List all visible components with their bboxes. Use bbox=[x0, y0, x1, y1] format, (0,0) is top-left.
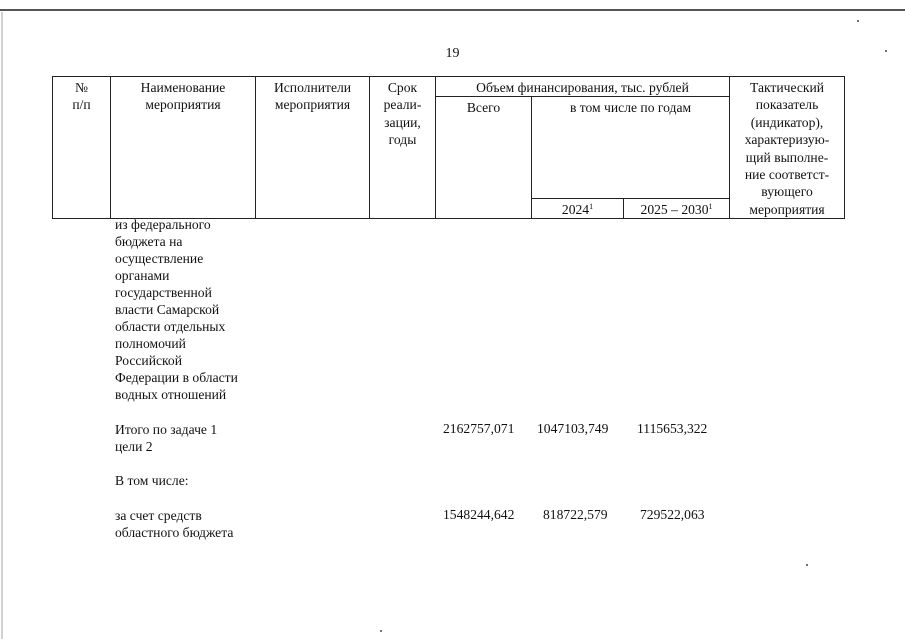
regional-all-value: 1548244,642 bbox=[443, 507, 515, 522]
footnote-mark: 1 bbox=[589, 201, 594, 211]
federal-budget-text: из федерального бюджета на осуществление органами государственной власти Самарской области отдельных полномочий Российской Федерации в области водных отношений bbox=[115, 217, 238, 402]
page-number: 19 bbox=[445, 46, 460, 61]
scan-left-edge bbox=[1, 12, 3, 639]
header-col-executors: Исполнители мероприятия bbox=[256, 77, 370, 219]
header-col-indicator: Тактический показатель (индикатор), характеризую- щий выполне- ние соответст- вующего мероприятия bbox=[730, 77, 845, 219]
header-col-total: Всего bbox=[436, 97, 532, 219]
header-col-2025-2030: 2025 – 2030$^1$ bbox=[624, 198, 730, 218]
regional-2025-2030-value: 729522,063 bbox=[640, 507, 705, 522]
total-all-value: 2162757,071 bbox=[443, 421, 515, 436]
header-col-number: № п/п bbox=[53, 77, 111, 219]
regional-2024-value: 818722,579 bbox=[543, 507, 608, 522]
total-2024-value: 1047103,749 bbox=[537, 421, 609, 436]
scan-top-edge bbox=[0, 9, 905, 11]
header-col-financing: Объем финансирования, тыс. рублей bbox=[436, 77, 730, 97]
scan-speck bbox=[380, 630, 382, 632]
including-label: В том числе: bbox=[115, 473, 189, 488]
regional-budget-label: за счет средств областного бюджета bbox=[115, 508, 234, 540]
total-task-label: Итого по задаче 1 цели 2 bbox=[115, 422, 218, 454]
header-col-by-years: в том числе по годам bbox=[532, 97, 730, 198]
scan-speck bbox=[806, 564, 808, 566]
header-col-name: Наименование мероприятия bbox=[111, 77, 256, 219]
footnote-mark: 1 bbox=[708, 201, 713, 211]
total-2025-2030-value: 1115653,322 bbox=[637, 421, 708, 436]
header-col-2024: 2024$^1$ bbox=[532, 198, 624, 218]
header-col-term: Срок реали- зации, годы bbox=[370, 77, 436, 219]
table-header bbox=[52, 76, 845, 219]
scan-speck bbox=[857, 20, 859, 22]
